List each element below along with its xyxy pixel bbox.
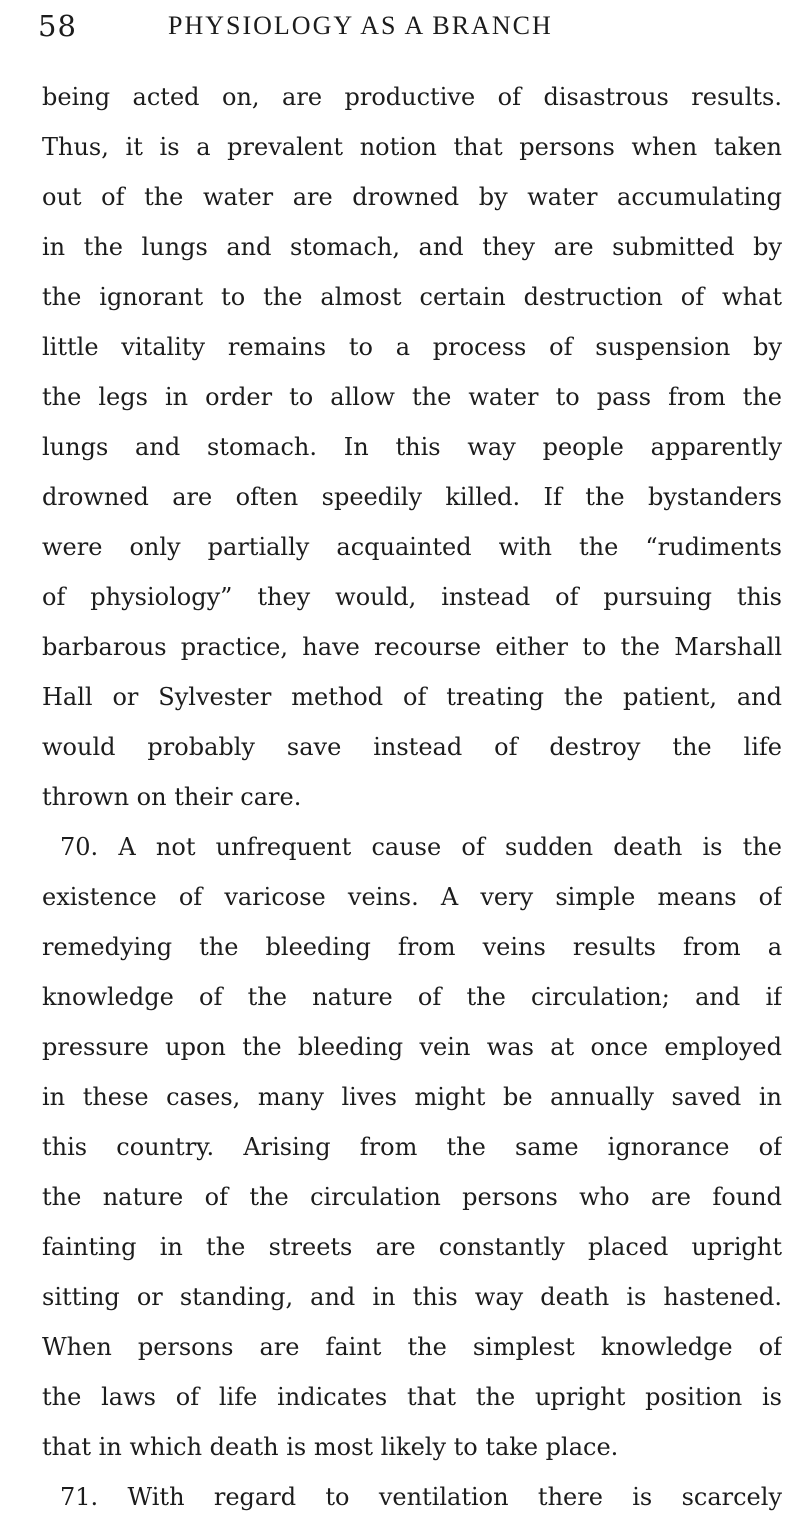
text-line: being acted on, are productive of disastrous results. <box>42 83 782 111</box>
text-line: this country. Arising from the same ignorance of <box>42 1133 782 1161</box>
body-text <box>42 72 782 1522</box>
text-line: in the lungs and stomach, and they are submitted by <box>42 233 782 261</box>
text-line: in these cases, many lives might be annually saved in <box>42 1083 782 1111</box>
text-line: were only partially acquainted with the “rudiments <box>42 533 782 561</box>
text-line: the ignorant to the almost certain destruction of what <box>42 283 782 311</box>
text-line: fainting in the streets are constantly placed upright <box>42 1233 782 1261</box>
text-line: the laws of life indicates that the upright position is <box>42 1383 782 1411</box>
text-line: would probably save instead of destroy the life <box>42 733 782 761</box>
text-line: 70. A not unfrequent cause of sudden death is the <box>60 833 782 861</box>
text-line: lungs and stomach. In this way people apparently <box>42 433 782 461</box>
text-line: barbarous practice, have recourse either to the Marshall <box>42 633 782 661</box>
text-line: pressure upon the bleeding vein was at once employed <box>42 1033 782 1061</box>
text-line: Hall or Sylvester method of treating the patient, and <box>42 683 782 711</box>
text-line: sitting or standing, and in this way death is hastened. <box>42 1283 782 1311</box>
text-line: remedying the bleeding from veins results from a <box>42 933 782 961</box>
text-line: the legs in order to allow the water to pass from the <box>42 383 782 411</box>
text-line: Thus, it is a prevalent notion that persons when taken <box>42 133 782 161</box>
text-line: the nature of the circulation persons who are found <box>42 1183 782 1211</box>
page-number: 58 <box>38 9 77 43</box>
text-line: knowledge of the nature of the circulation; and if <box>42 983 782 1011</box>
running-head <box>38 6 760 46</box>
text-line: of physiology” they would, instead of pursuing this <box>42 583 782 611</box>
text-line: existence of varicose veins. A very simple means of <box>42 883 782 911</box>
text-line: that in which death is most likely to take place. <box>42 1433 619 1461</box>
text-line: thrown on their care. <box>42 783 302 811</box>
text-line: When persons are faint the simplest knowledge of <box>42 1333 782 1361</box>
text-line: little vitality remains to a process of suspension by <box>42 333 782 361</box>
text-line: drowned are often speedily killed. If the bystanders <box>42 483 782 511</box>
text-line: out of the water are drowned by water accumulating <box>42 183 782 211</box>
text-line: 71. With regard to ventilation there is scarcely <box>60 1483 782 1511</box>
running-title: PHYSIOLOGY AS A BRANCH <box>168 11 553 40</box>
